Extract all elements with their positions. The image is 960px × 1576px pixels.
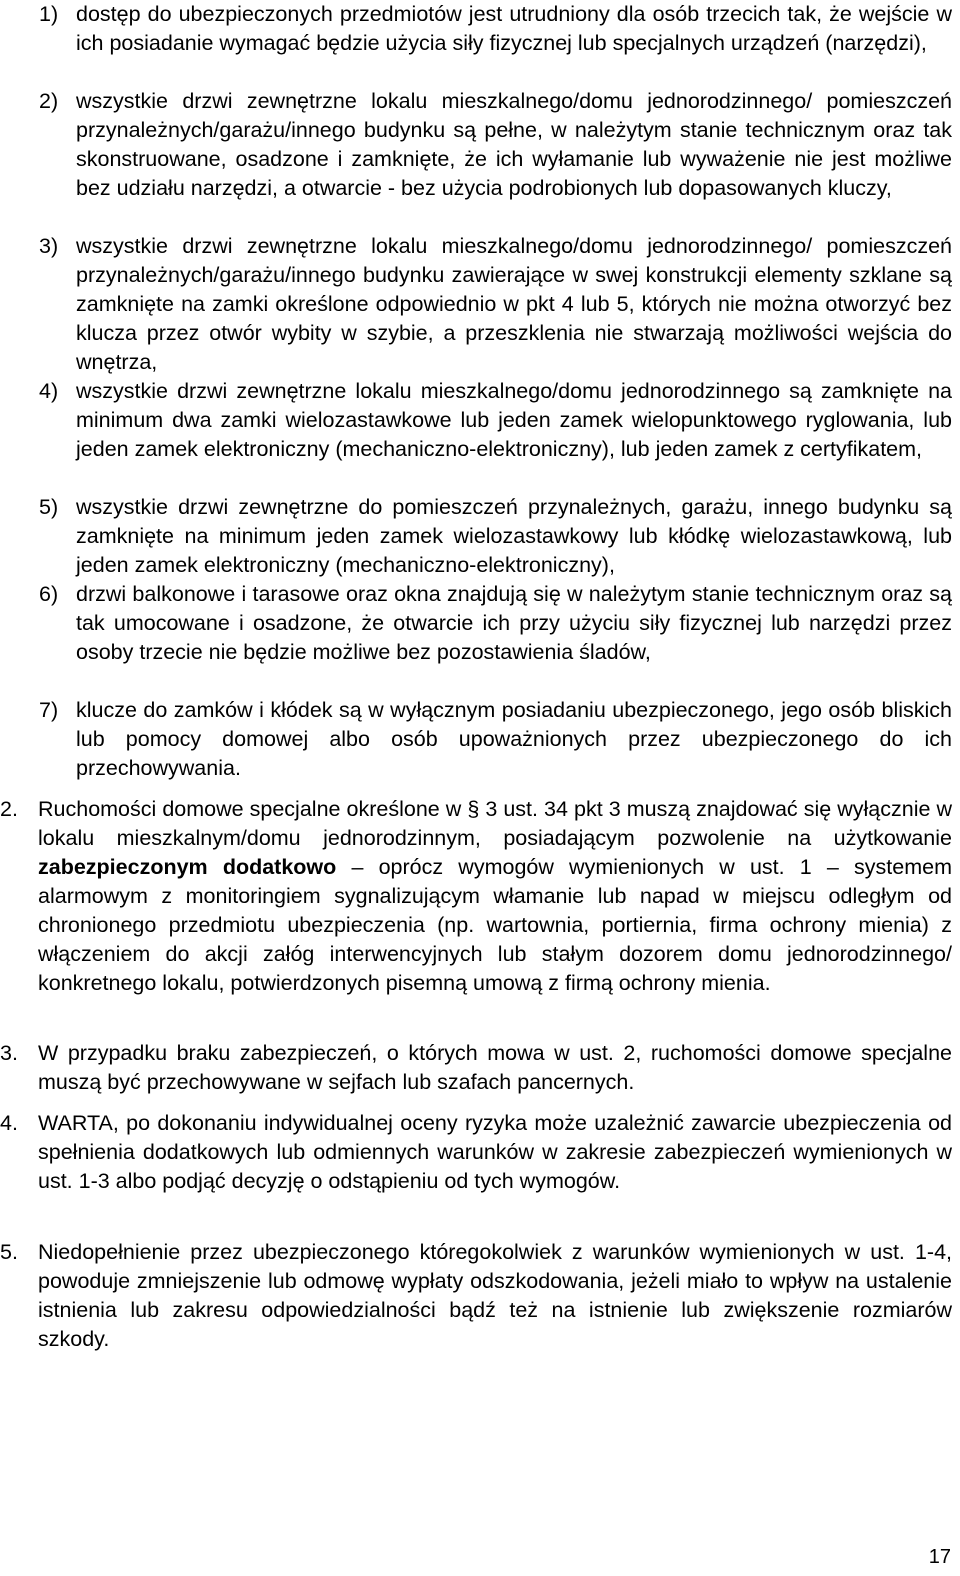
subitem-number: 6) xyxy=(39,582,59,606)
subitem-number: 1) xyxy=(39,2,59,26)
subitem-3 xyxy=(39,232,952,377)
section-item-5 xyxy=(0,1238,952,1354)
subitem-text: wszystkie drzwi zewnętrzne lokalu mieszkalnego/domu jednorodzinnego/ pomieszczeń przynależnych/garażu/innego budynku są pełne, w należytym stanie technicznym oraz tak skonstruowane, osadzone i zamknięte, że ich wyłamanie lub wyważenie nie jest możliwe bez udziału narzędzi, a otwarcie - bez użycia podrobionych lub dopasowanych kluczy, xyxy=(76,89,952,200)
item-number: 5. xyxy=(0,1240,18,1264)
page-number: 17 xyxy=(928,1546,951,1568)
item-text: Niedopełnienie przez ubezpieczonego któregokolwiek z warunków wymienionych w ust. 1-4, powoduje zmniejszenie lub odmowę wypłaty odszkodowania, jeżeli miało to wpływ na ustalenie istnienia lub zakresu odpowiedzialności bądź też na istnienie lub zwiększenie rozmiarów szkody. xyxy=(38,1240,952,1351)
subitem-2 xyxy=(39,87,952,203)
subitem-text: wszystkie drzwi zewnętrzne lokalu mieszkalnego/domu jednorodzinnego/ pomieszczeń przynależnych/garażu/innego budynku zawierające w swej konstrukcji elementy szklane są zamknięte na zamki określone odpowiednio w pkt 4 lub 5, których nie można otworzyć bez klucza przez otwór wybity w szybie, a przeszklenia nie stwarzają możliwości wejścia do wnętrza, xyxy=(76,234,952,374)
subitem-number: 5) xyxy=(39,495,59,519)
subitem-5 xyxy=(39,493,952,580)
section-item-4 xyxy=(0,1109,952,1196)
subitem-number: 2) xyxy=(39,89,59,113)
section-item-2 xyxy=(0,795,952,998)
item-text: W przypadku braku zabezpieczeń, o których mowa w ust. 2, ruchomości domowe specjalne muszą być przechowywane w sejfach lub szafach pancernych. xyxy=(38,1041,952,1094)
subitem-number: 3) xyxy=(39,234,59,258)
item-number: 2. xyxy=(0,797,18,821)
subitem-number: 4) xyxy=(39,379,59,403)
item-text-part: – oprócz wymogów wymienionych w ust. 1 – systemem alarmowym z monitoringiem sygnalizującym włamanie lub napad w miejscu odległym od chronionego przedmiotu ubezpieczenia (np. wartownia, portiernia, firma ochrony mienia) z włączeniem do akcji załóg interwencyjnych lub stałym dozorem domu jednorodzinnego/ konkretnego lokalu, potwierdzonych pisemną umową z firmą ochrony mienia. xyxy=(38,855,952,995)
section-item-3 xyxy=(0,1039,952,1097)
item-number: 3. xyxy=(0,1041,18,1065)
subitem-text: drzwi balkonowe i tarasowe oraz okna znajdują się w należytym stanie technicznym oraz są tak umocowane i osadzone, że otwarcie ich przy użyciu siły fizycznej lub narzędzi przez osoby trzecie nie będzie możliwe bez pozostawienia śladów, xyxy=(76,582,952,664)
item-text xyxy=(38,795,952,998)
subitem-text: klucze do zamków i kłódek są w wyłącznym posiadaniu ubezpieczonego, jego osób bliskich lub pomocy domowej albo osób upoważnionych przez ubezpieczonego do ich przechowywania. xyxy=(76,698,952,780)
item-text-part: Ruchomości domowe specjalne określone w § 3 ust. 34 pkt 3 muszą znajdować się wyłącznie w lokalu mieszkalnym/domu jednorodzinnym, posiadającym pozwolenie na użytkowanie xyxy=(38,797,952,850)
subitem-4 xyxy=(39,377,952,464)
subitem-text: wszystkie drzwi zewnętrzne lokalu mieszkalnego/domu jednorodzinnego są zamknięte na minimum dwa zamki wielozastawkowe lub jeden zamek wielopunktowego ryglowania, lub jeden zamek elektroniczny (mechaniczno-elektroniczny), lub jeden zamek z certyfikatem, xyxy=(76,379,952,461)
subitem-6 xyxy=(39,580,952,667)
subitem-7 xyxy=(39,696,952,783)
subitem-text: wszystkie drzwi zewnętrzne do pomieszczeń przynależnych, garażu, innego budynku są zamknięte na minimum jeden zamek wielozastawkowy lub kłódkę wielozastawkową, lub jeden zamek elektroniczny (mechaniczno-elektroniczny), xyxy=(76,495,952,577)
subitem-text: dostęp do ubezpieczonych przedmiotów jest utrudniony dla osób trzecich tak, że wejście w ich posiadanie wymagać będzie użycia siły fizycznej lub specjalnych urządzeń (narzędzi), xyxy=(76,2,952,55)
item-text: WARTA, po dokonaniu indywidualnej oceny ryzyka może uzależnić zawarcie ubezpieczenia od spełnienia dodatkowych lub odmiennych warunków w zakresie zabezpieczeń wymienionych w ust. 1-3 albo podjąć decyzję o odstąpieniu od tych wymogów. xyxy=(38,1111,952,1193)
item-bold-phrase: zabezpieczonym dodatkowo xyxy=(38,855,337,879)
subitem-number: 7) xyxy=(39,698,59,722)
subitem-1 xyxy=(39,0,952,58)
item-number: 4. xyxy=(0,1111,18,1135)
